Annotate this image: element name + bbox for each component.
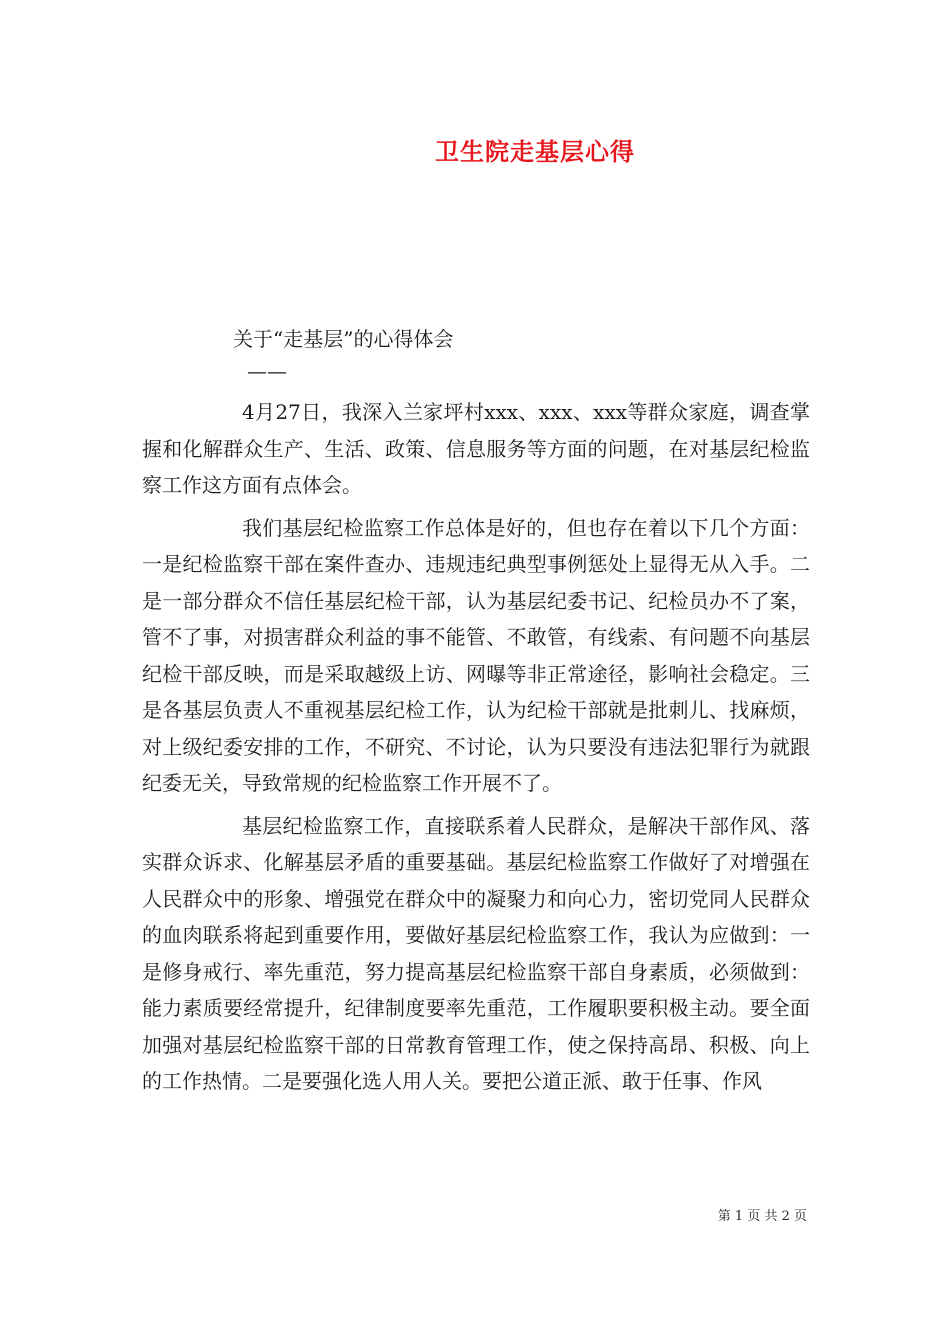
paragraph-3: 基层纪检监察工作，直接联系着人民群众，是解决干部作风、落实群众诉求、化解基层矛盾的重要基础。基层纪检监察工作做好了对增强在人民群众中的形象、增强党在群众中的凝聚力和向心力，密切党同人民群众的血肉联系将起到重要作用，要做好基层纪检监察工作，我认为应做到：一是修身戒行、率先重范，努力提高基层纪检监察干部自身素质，必须做到：能力素质要经常提升，纪律制度要率先重范，工作履职要积极主动。要全面加强对基层纪检监察干部的日常教育管理工作，使之保持高昂、积极、向上的工作热情。二是要强化选人用人关。要把公道正派、敢于任事、作风 <box>142 813 810 1093</box>
document-subtitle: 关于“走基层”的心得体会 <box>233 327 454 351</box>
paragraph-1: 4月27日，我深入兰家坪村xxx、xxx、xxx等群众家庭，调查掌握和化解群众生产、生活、政策、信息服务等方面的问题，在对基层纪检监察工作这方面有点体会。 <box>142 400 810 497</box>
page-title: 卫生院走基层心得 <box>435 138 635 166</box>
page-number-footer: 第 1 页 共 2 页 <box>717 1209 807 1224</box>
document-body <box>142 394 810 1106</box>
subtitle-dash: —— <box>247 359 287 383</box>
paragraph-2: 我们基层纪检监察工作总体是好的，但也存在着以下几个方面：一是纪检监察干部在案件查办、违规违纪典型事例惩处上显得无从入手。二是一部分群众不信任基层纪检干部，认为基层纪委书记、纪检员办不了案，管不了事，对损害群众利益的事不能管、不敢管，有线索、有问题不向基层纪检干部反映，而是采取越级上访、网曝等非正常途径，影响社会稳定。三是各基层负责人不重视基层纪检工作，认为纪检干部就是批刺儿、找麻烦，对上级纪委安排的工作，不研究、不讨论，认为只要没有违法犯罪行为就跟纪委无关，导致常规的纪检监察工作开展不了。 <box>142 515 810 795</box>
